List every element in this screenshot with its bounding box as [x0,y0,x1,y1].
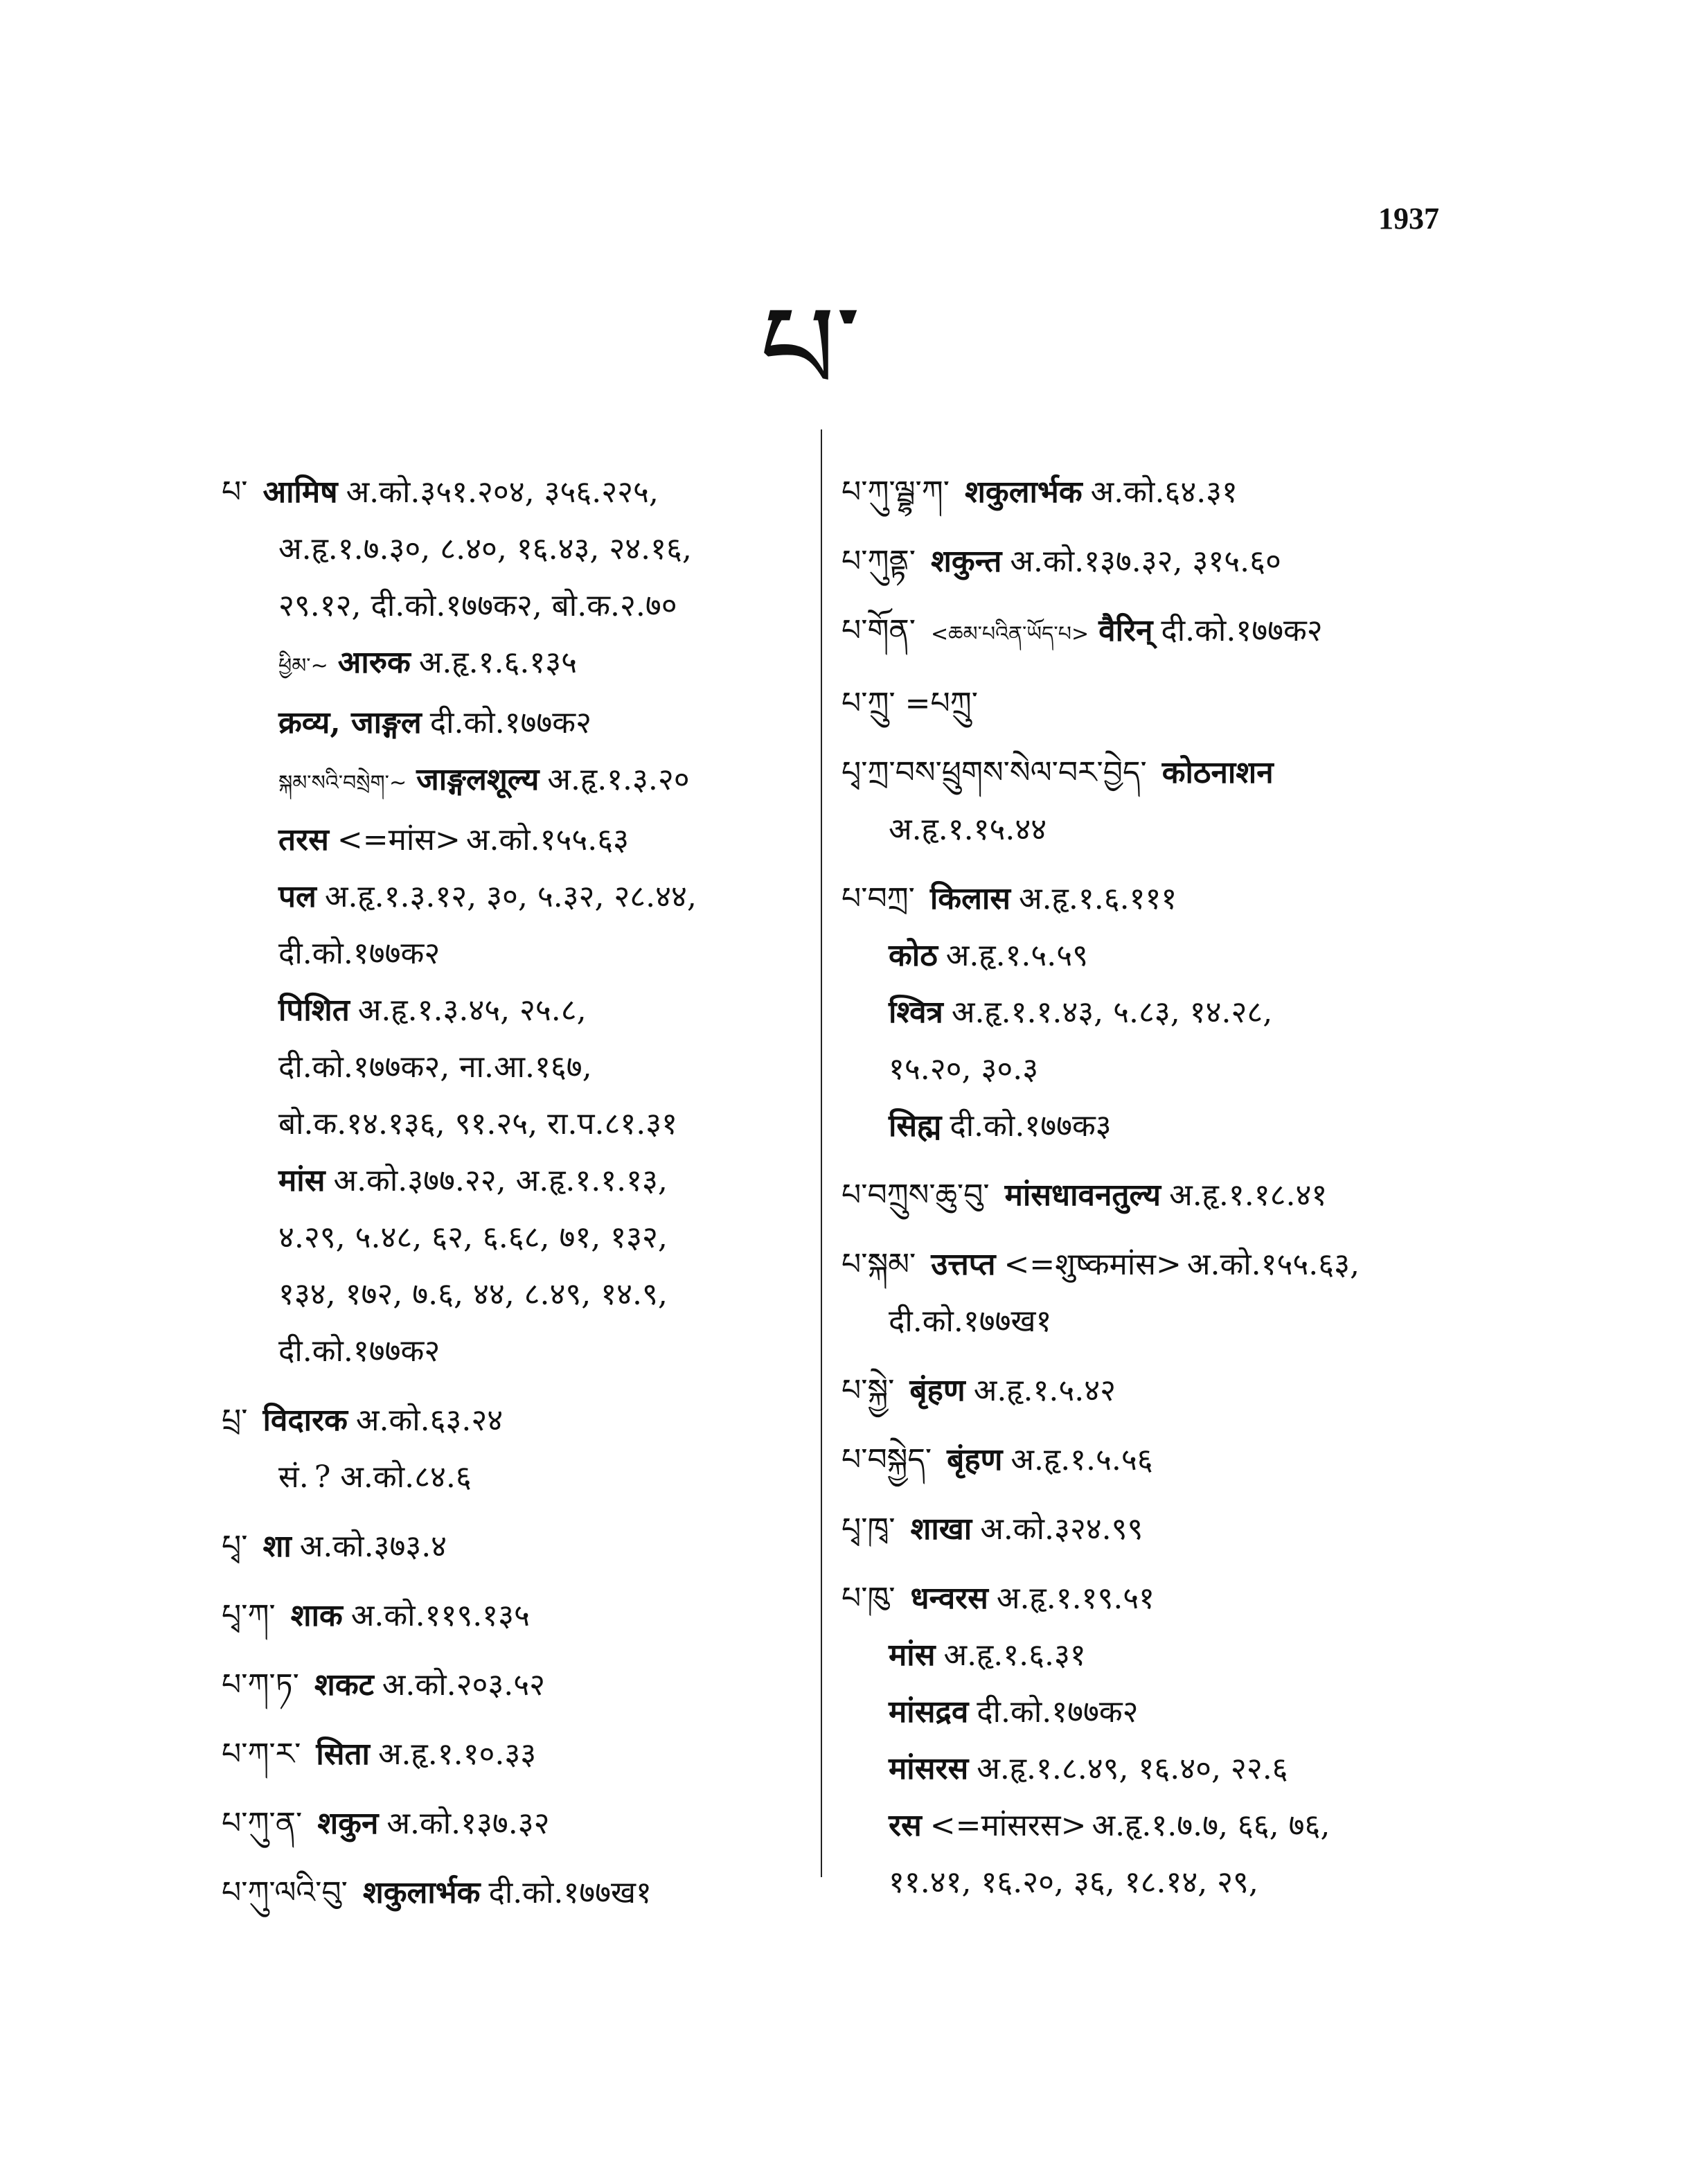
sanskrit-headword: आरुक [337,645,411,680]
sanskrit-headword: मांस [889,1637,936,1673]
source-reference: अ.हृ.१.१९.५१ [996,1581,1155,1616]
sanskrit-headword: किलास [929,881,1011,916]
source-reference: दी.को.१७७क२ [278,936,440,971]
entry-line [841,1041,1451,1098]
sanskrit-headword: विदारक [262,1403,348,1438]
tibetan-headword: པ་སྐྱེ་ [841,1373,895,1408]
entry-line [222,1039,803,1096]
section-heading-letter: པ་ [760,281,861,418]
entry-line [841,533,1451,590]
tibetan-headword: པྭ་ཀྲ་བས་ཕྲུགས་སེལ་བར་བྱེད་ [841,755,1147,790]
entry-line [222,1865,803,1921]
source-reference: अ.को.२०३.५२ [382,1667,545,1703]
sanskrit-headword: पल [278,879,317,914]
tibetan-headword: པྭ་ཁྭ་ [841,1511,896,1547]
entry-line [222,752,803,812]
source-reference: अ.हृ.१.६.३१ [943,1637,1086,1673]
source-reference: अ.हृ.१.७.७, ६६, ७६, [1092,1808,1330,1843]
source-reference: अ.हृ.१.५.५९ [945,938,1089,973]
source-reference: अ.को.३७७.२२, अ.हृ.१.१.१३, [333,1163,668,1198]
entry-line [841,1432,1451,1489]
dictionary-entry [222,1865,803,1921]
tibetan-phrase: ཕྱིམ་~ [278,654,328,678]
source-reference: अ.हृ.१.७.३०, ८.४०, १६.४३, २४.१६, [278,531,692,567]
entry-line [222,1392,803,1449]
dictionary-entry [841,871,1451,1155]
sanskrit-headword: क्रव्य, जाङ्गल [278,705,422,740]
dictionary-entry [841,1236,1451,1350]
source-reference: अ.हृ.१.६.१३५ [418,645,577,680]
entry-line [841,1797,1451,1854]
column-divider [821,429,822,1877]
source-reference: अ.को.१५५.६३, [1186,1247,1360,1282]
tibetan-headword: པྲ་ [222,1403,248,1438]
tibetan-headword: པ་ཀ་ར་ [222,1737,301,1772]
right-column [841,464,1451,1924]
dictionary-entry [222,1588,803,1644]
source-reference: अ.हृ.१.१.४३, ५.८३, १४.२८, [951,995,1273,1030]
source-reference: अ.को.६४.३१ [1090,474,1238,510]
dictionary-entry [841,1432,1451,1489]
sanskrit-headword: जाङ्गलशूल्य [416,762,540,797]
tibetan-headword: པ་བཀྲ་ [841,881,915,916]
entry-line [222,634,803,695]
entry-line [841,927,1451,984]
entry-line [841,1684,1451,1741]
sanskrit-headword: आमिष [262,474,338,510]
entry-line [222,1657,803,1714]
sanskrit-headword: शकट [314,1667,374,1703]
entry-line [841,1167,1451,1224]
source-reference: अ.हृ.१.१०.३३ [377,1737,537,1772]
tibetan-headword: པ་ [222,474,248,510]
tibetan-headword: པྭ་ [222,1529,248,1564]
entry-line [841,1741,1451,1797]
sanskrit-headword: मांसद्रव [889,1694,969,1730]
source-reference: दी.को.१७७ख१ [488,1875,652,1910]
gloss-note: <=शुष्कमांस> [1004,1247,1182,1282]
source-reference: अ.हृ.१.३.४५, २५.८, [357,993,587,1028]
sanskrit-headword: उत्तप्त [931,1247,996,1282]
source-reference: अ.हृ.१.५.५६ [1010,1442,1153,1477]
entry-line [222,1153,803,1209]
entry-line [222,925,803,982]
entry-line [841,871,1451,927]
dictionary-entry [222,464,803,1380]
entry-line [222,578,803,634]
gloss-note: <=मांस> [337,822,461,858]
dictionary-entry [841,745,1451,858]
source-reference: अ.हृ.१.१५.४४ [889,812,1047,847]
source-reference: २९.१२, दी.को.१७७क२, बो.क.२.७० [278,588,677,623]
dictionary-entry [841,1362,1451,1419]
source-reference: दी.को.१७७क२ [1161,613,1323,648]
sanskrit-headword: मांसरस [889,1751,969,1786]
source-reference: दी.को.१७७क२ [429,705,591,740]
dictionary-entry [841,1570,1451,1911]
source-reference: अ.को.३७३.४ [299,1529,447,1564]
entry-line [222,521,803,578]
sanskrit-headword: पिशित [278,993,350,1028]
source-reference: ? अ.को.८४.६ [314,1459,472,1495]
entry-line [841,603,1451,663]
source-reference: अ.हृ.१.५.४२ [973,1373,1116,1408]
tibetan-headword: པ་ཀྲུ་ =པཀྲུ་ [841,686,978,721]
source-reference: ११.४१, १६.२०, ३६, १८.१४, २९, [889,1865,1258,1900]
tibetan-headword: པ་བཀྲུས་ཆུ་བུ་ [841,1178,990,1213]
source-reference: दी.को.१७७ख१ [889,1304,1052,1339]
source-reference: अ.हृ.१.३.१२, ३०, ५.३२, २८.४४, [324,879,697,914]
entry-line [841,1627,1451,1684]
entry-line [222,464,803,521]
entry-line [841,745,1451,801]
sanskrit-headword: धन्वरस [910,1581,988,1616]
source-reference: दी.को.१७७क२, ना.आ.१६७, [278,1049,592,1085]
source-reference: अ.हृ.१.३.२० [547,762,690,797]
source-reference: ४.२९, ५.४८, ६२, ६.६८, ७१, १३२, [278,1220,668,1255]
tibetan-headword: པ་གོན་ [841,613,916,648]
sanskrit-headword: कोठ [889,938,938,973]
entry-line [841,1570,1451,1627]
source-reference: अ.को.३५१.२०४, ३५६.२२५, [346,474,659,510]
entry-line [841,1236,1451,1293]
entry-line [841,1293,1451,1350]
left-column [222,464,803,1934]
source-reference: दी.को.१७७क३ [950,1108,1112,1144]
sanskrit-headword: कोठनाशन [1161,755,1274,790]
tibetan-headword: པ་ཀ་ཏ་ [222,1667,299,1703]
source-reference: अ.हृ.१.१८.४१ [1169,1178,1328,1213]
entry-line [222,1209,803,1266]
sanskrit-headword: सिता [316,1737,370,1772]
dictionary-entry [222,1726,803,1783]
sanskrit-headword: बृंहण [909,1373,965,1408]
entry-line [222,812,803,869]
entry-line [841,801,1451,858]
tibetan-headword: པ་ཀུ་ན་ [222,1806,303,1841]
entry-line [841,984,1451,1041]
tibetan-headword: པ་ཁུ་ [841,1581,896,1616]
sanskrit-headword: शकुन्त [931,544,1002,579]
sanskrit-headword: मांसधावनतुल्य [1004,1178,1161,1213]
source-reference: दी.को.१७७क२ [278,1333,440,1369]
entry-line [841,1098,1451,1155]
tibetan-headword: པ་སྐམ་ [841,1247,916,1282]
entry-line [222,695,803,752]
dictionary-entry [841,1501,1451,1558]
source-reference: दी.को.१७७क२ [977,1694,1139,1730]
entry-line [841,1362,1451,1419]
tibetan-headword: པ་ཀུ་ལའི་བུ་ [222,1875,348,1910]
dictionary-entry [222,1795,803,1852]
sanskrit-headword: शाखा [910,1511,972,1547]
tibetan-headword: པ་ཀུནྟ་ [841,544,916,579]
gloss-note: <=मांसरस> [929,1808,1087,1843]
sanskrit-headword: मांस [278,1163,326,1198]
entry-line [222,1096,803,1153]
source-reference: अ.हृ.१.८.४९, १६.४०, २२.६ [977,1751,1288,1786]
source-reference: १३४, १७२, ७.६, ४४, ८.४९, १४.९, [278,1277,668,1312]
sanskrit-headword: शकुलार्भक [362,1875,481,1910]
sanskrit-headword: तरस [278,822,329,858]
entry-line [222,1266,803,1323]
tibetan-headword: པ་བསྐྱེད་ [841,1442,932,1477]
entry-line [222,1518,803,1575]
dictionary-entry [841,1167,1451,1224]
entry-line [222,1323,803,1380]
sanskrit-headword: श्वित्र [889,995,943,1030]
source-reference: अ.को.११९.१३५ [350,1598,530,1633]
dictionary-entry [222,1392,803,1506]
entry-line [222,1588,803,1644]
dictionary-entry [841,533,1451,590]
sanskrit-headword: रस [889,1808,922,1843]
dictionary-entry [841,464,1451,521]
sanskrit-headword: सिह्म [889,1108,942,1144]
entry-line [841,675,1451,732]
page-number: 1937 [1378,202,1439,236]
source-reference: अ.को.६३.२४ [355,1403,504,1438]
sanskrit-headword: वैरिन् [1098,613,1153,648]
source-reference: अ.को.१५५.६३ [465,822,630,858]
entry-line [841,1501,1451,1558]
entry-line [841,464,1451,521]
source-reference: अ.को.१३७.३२ [386,1806,550,1841]
sanskrit-headword: शकुन [317,1806,379,1841]
source-reference: १५.२०, ३०.३ [889,1051,1039,1087]
source-reference: अ.हृ.१.६.१११ [1019,881,1177,916]
tibetan-phrase: <ཆམ་པའིན་ཡོད་པ> [931,622,1089,646]
tibetan-headword: པྭ་ཀ་ [222,1598,276,1633]
tibetan-phrase: སྐམ་སའི་བསྲེག་~ [278,771,407,795]
sanskrit-headword: शकुलार्भक [964,474,1083,510]
entry-line [222,1449,803,1506]
dictionary-entry [222,1518,803,1575]
source-reference: अ.को.३२४.९९ [980,1511,1143,1547]
sanskrit-headword: बृंहण [947,1442,1003,1477]
dictionary-entry [841,603,1451,663]
sanskrit-headword: शा [262,1529,292,1564]
entry-line [222,1726,803,1783]
dictionary-entry [222,1657,803,1714]
sanskrit-headword: शाक [290,1598,343,1633]
tibetan-headword: པ་ཀུ་ལྦྷ་ཀ་ [841,474,950,510]
entry-line [841,1854,1451,1911]
entry-line [222,982,803,1039]
dictionary-entry [841,675,1451,732]
gloss-note: सं. [278,1459,309,1495]
entry-line [222,869,803,925]
source-reference: अ.को.१३७.३२, ३१५.६० [1010,544,1281,579]
source-reference: बो.क.१४.१३६, ९१.२५, रा.प.८१.३१ [278,1106,677,1142]
entry-line [222,1795,803,1852]
